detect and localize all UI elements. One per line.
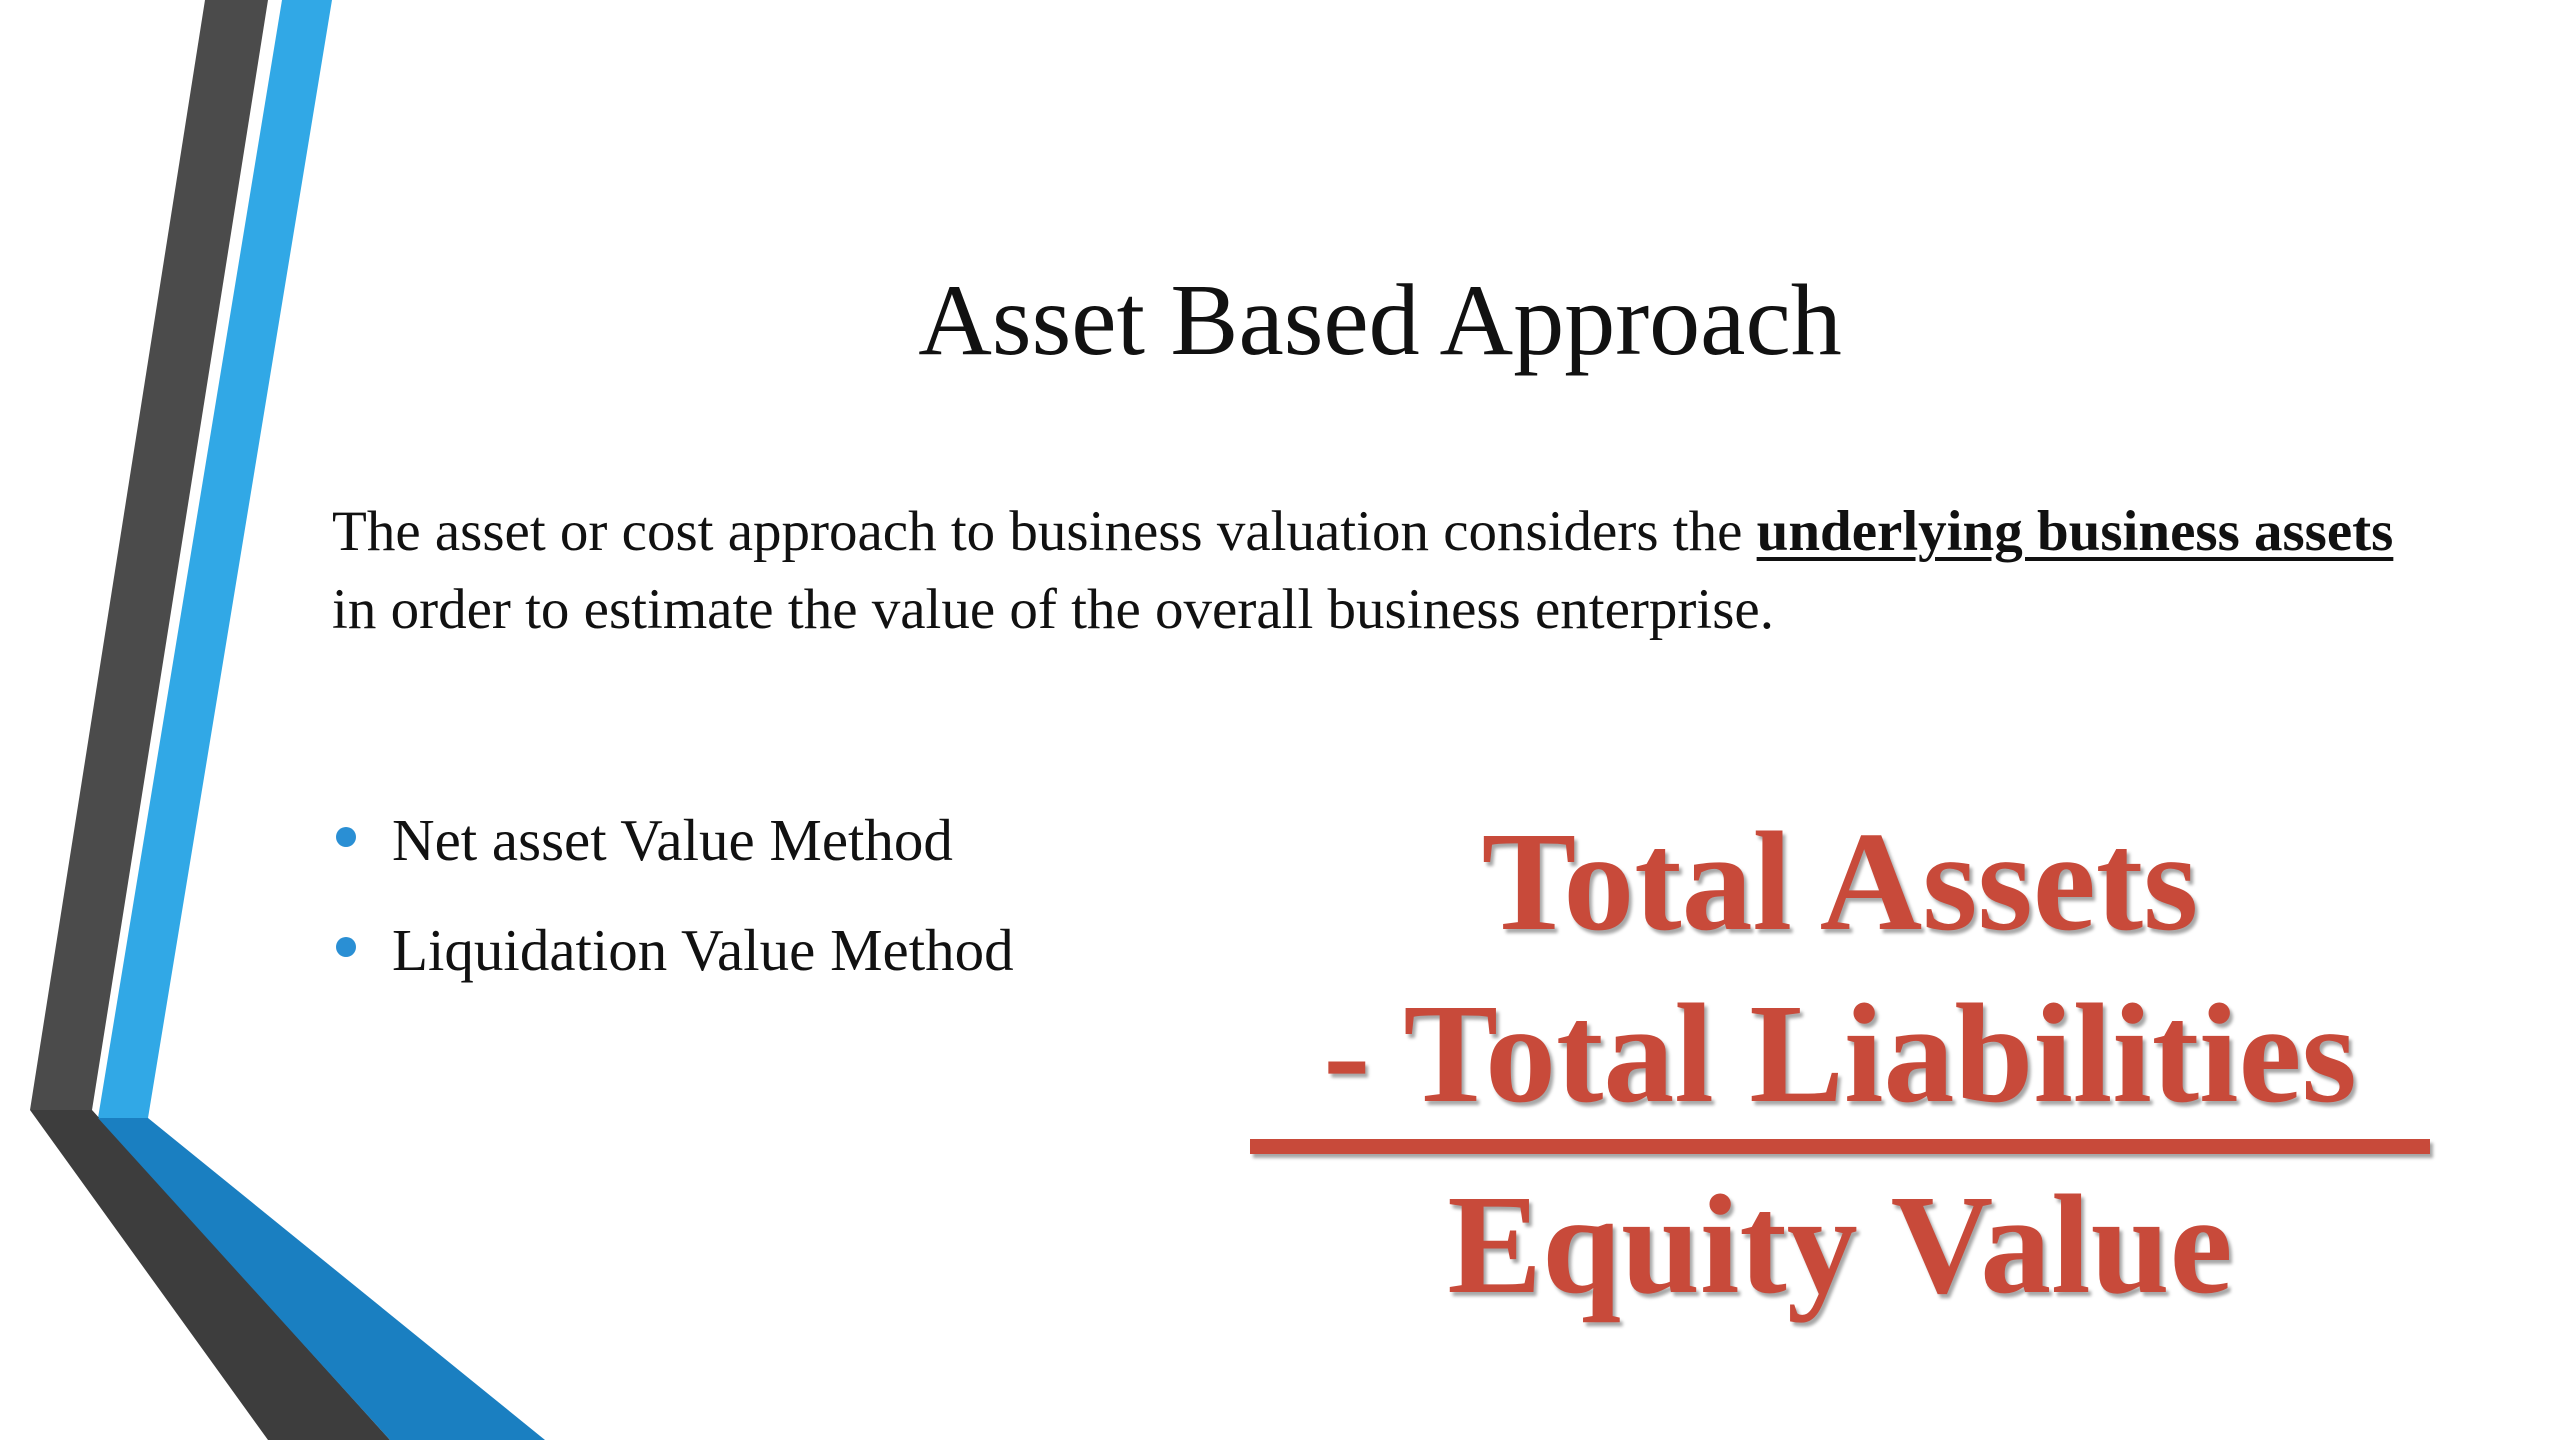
bullet-icon — [336, 937, 356, 957]
slide-title: Asset Based Approach — [918, 264, 1842, 377]
formula-total-liabilities: - Total Liabilities — [1323, 974, 2357, 1132]
intro-text-after: in order to estimate the value of the overall business enterprise. — [332, 578, 1774, 641]
blue-bottom-stripe — [98, 1118, 545, 1440]
formula-total-assets: Total Assets — [1481, 802, 2199, 960]
list-item-label: Liquidation Value Method — [392, 917, 1014, 983]
method-list — [330, 785, 1014, 1005]
list-item — [330, 785, 1014, 895]
bullet-icon — [336, 827, 356, 847]
equity-formula — [1250, 795, 2430, 1330]
formula-divider — [1250, 1139, 2430, 1154]
gray-bottom-stripe — [30, 1110, 390, 1440]
blue-stripe — [98, 0, 332, 1118]
intro-text-before: The asset or cost approach to business valuation considers the — [332, 500, 1757, 563]
intro-emphasis: underlying business assets — [1756, 500, 2394, 563]
gray-stripe — [30, 0, 268, 1110]
list-item — [330, 895, 1014, 1005]
intro-paragraph — [332, 493, 2432, 649]
formula-equity-value: Equity Value — [1447, 1165, 2233, 1323]
list-item-label: Net asset Value Method — [392, 807, 953, 873]
